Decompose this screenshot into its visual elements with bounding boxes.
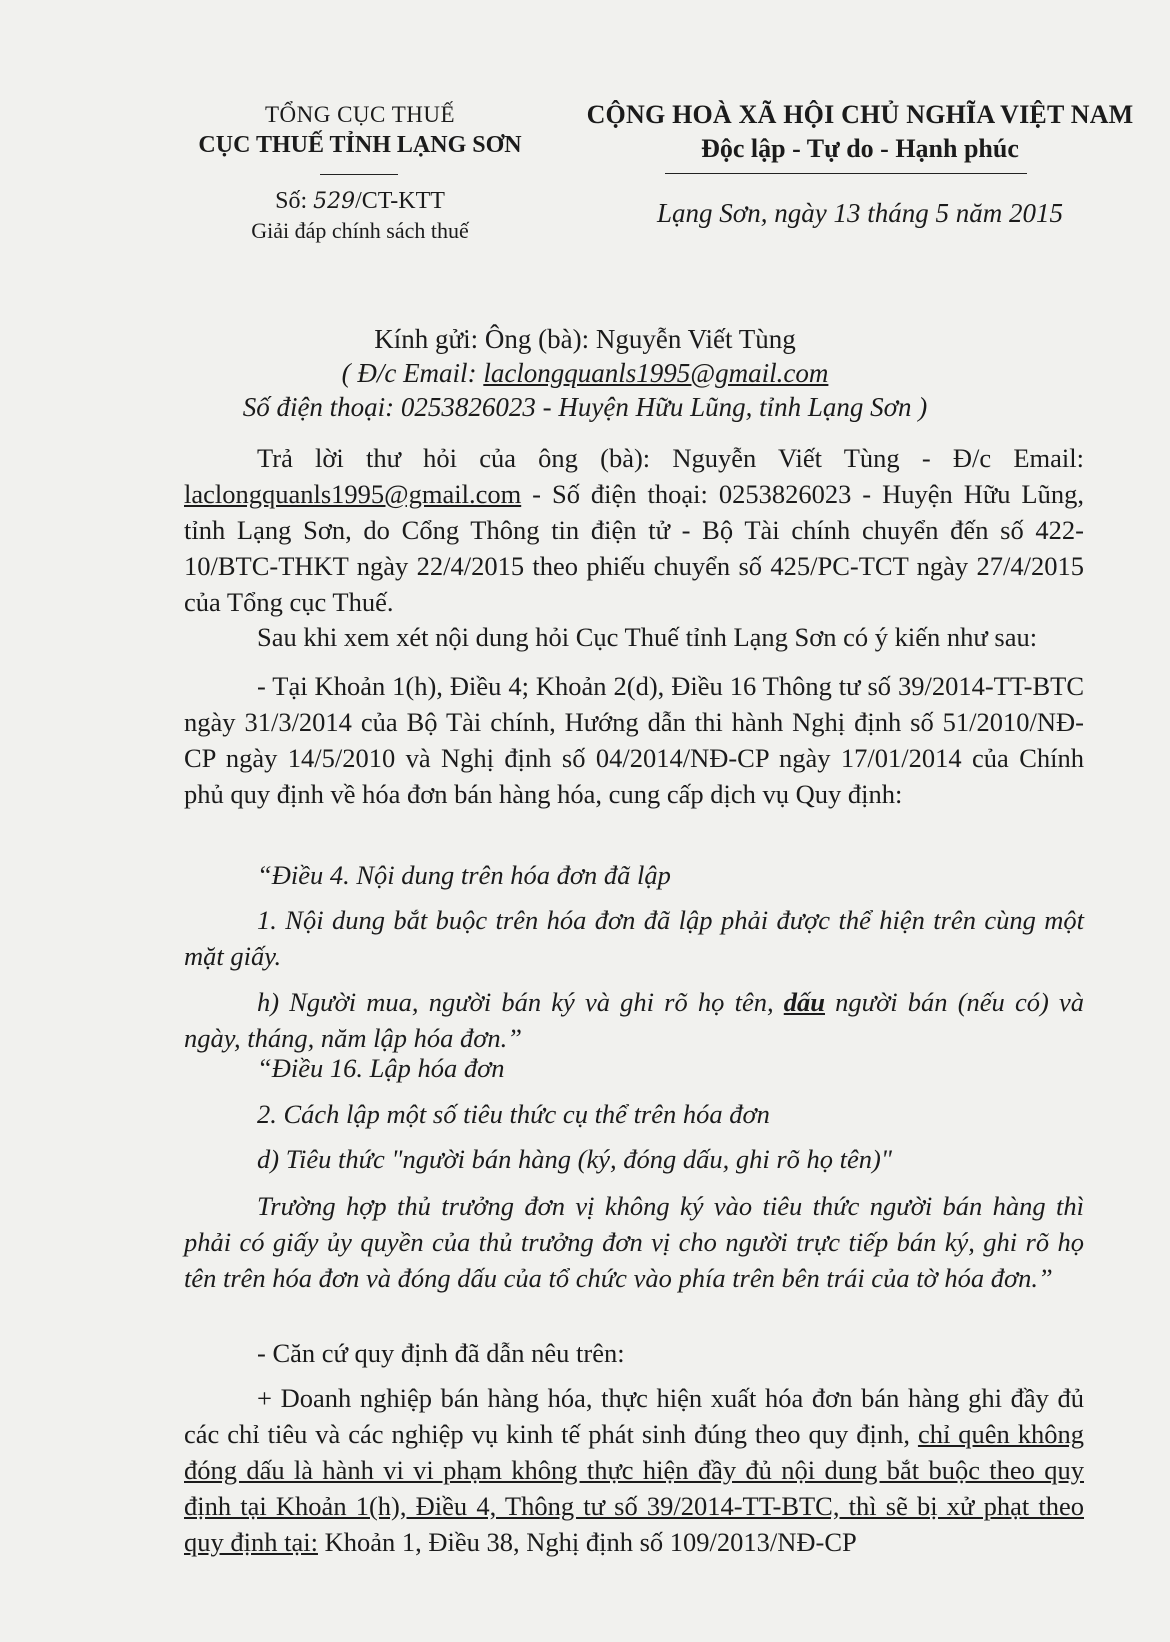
quote-h-text-a: h) Người mua, người bán ký và ghi rõ họ tên, <box>257 987 784 1017</box>
quote-article-16-clause-2: 2. Cách lập một số tiêu thức cụ thể trên hóa đơn <box>257 1099 770 1129</box>
document-number <box>170 188 550 215</box>
date-prefix: Lạng Sơn, ngày <box>657 198 834 228</box>
date-day-handwritten: 13 <box>833 198 861 228</box>
reply-text-a: Trả lời thư hỏi của ông (bà): Nguyễn Viết Tùng - Đ/c Email: <box>257 443 1084 473</box>
reply-paragraph <box>184 440 1084 620</box>
quote-article-4-clause-1: 1. Nội dung bắt buộc trên hóa đơn đã lập phải được thể hiện trên cùng một mặt giấy. <box>184 905 1084 971</box>
recipient-line: Kính gửi: Ông (bà): Nguyễn Viết Tùng <box>374 324 796 354</box>
conclusion-text-b: Khoản 1, Điều 38, Nghị định số 109/2013/NĐ-CP <box>317 1527 857 1557</box>
quote-article-16-title: “Điều 16. Lập hóa đơn <box>257 1053 505 1083</box>
header-left-divider <box>320 174 398 175</box>
document-subject: Giải đáp chính sách thuế <box>251 218 469 243</box>
document-number-suffix: /CT-KTT <box>355 188 445 214</box>
recipient-email-line <box>0 358 1170 389</box>
citation-paragraph: - Căn cứ quy định đã dẫn nêu trên: <box>257 1338 625 1368</box>
conclusion-underlined: chỉ quên không đóng dấu là hành vi vi phạm không thực hiện đầy đủ nội dung bắt buộc theo quy định tại Khoản 1(h), Điều 4, Thông tư số 39/2014-TT-BTC, thì sẽ bị xử phạt theo quy định tại: <box>184 1419 1085 1557</box>
recipient-email-link[interactable]: laclongquanls1995@gmail.com <box>483 358 829 388</box>
recipient-phone-line: Số điện thoại: 0253826023 - Huyện Hữu Lũng, tỉnh Lạng Sơn ) <box>242 392 928 422</box>
legal-basis-paragraph: - Tại Khoản 1(h), Điều 4; Khoản 2(d), Điều 16 Thông tư số 39/2014-TT-BTC ngày 31/3/2014 của Bộ Tài chính, Hướng dẫn thi hành Nghị định số 51/2010/NĐ-CP ngày 14/5/2010 và Nghị định số 04/2014/NĐ-CP ngày 17/01/2014 của Chính phủ quy định về hóa đơn bán hàng hóa, cung cấp dịch vụ Quy định: <box>184 671 1084 809</box>
header-right-divider <box>665 173 1027 174</box>
quote-article-4-title: “Điều 4. Nội dung trên hóa đơn đã lập <box>257 860 671 890</box>
reply-text-b: - Số điện thoại: 0253826023 - Huyện Hữu Lũng, tỉnh Lạng Sơn, do Cổng Thông tin điện tử - Bộ Tài chính chuyển đến số 422-10/BTC-THKT ngày 22/4/2015 theo phiếu chuyển số 425/PC-TCT ngày 27/4/2015 của Tổng cục Thuế. <box>184 479 1084 617</box>
quote-article-16-point-d: d) Tiêu thức "người bán hàng (ký, đóng dấu, ghi rõ họ tên)" <box>257 1144 892 1174</box>
reply-email-link[interactable]: laclongquanls1995@gmail.com <box>184 479 522 509</box>
quote-article-4-point-h <box>184 984 1084 1056</box>
place-and-date <box>560 198 1160 229</box>
document-number-handwritten: 529 <box>313 189 356 214</box>
issuing-org-name: CỤC THUẾ TỈNH LẠNG SƠN <box>198 132 522 158</box>
review-paragraph: Sau khi xem xét nội dung hỏi Cục Thuế tỉnh Lạng Sơn có ý kiến như sau: <box>257 622 1038 652</box>
quote-h-text-b: người bán (nếu có) và ngày, tháng, năm lập hóa đơn.” <box>184 987 1084 1053</box>
national-motto: Độc lập - Tự do - Hạnh phúc <box>701 134 1019 163</box>
conclusion-paragraph <box>184 1380 1084 1560</box>
conclusion-text-a: + Doanh nghiệp bán hàng hóa, thực hiện xuất hóa đơn bán hàng ghi đầy đủ các chỉ tiêu và các nghiệp vụ kinh tế phát sinh đúng theo quy định, <box>184 1383 1084 1449</box>
national-title: CỘNG HOÀ XÃ HỘI CHỦ NGHĨA VIỆT NAM <box>586 100 1134 129</box>
quote-article-16-case: Trường hợp thủ trưởng đơn vị không ký vào tiêu thức người bán hàng thì phải có giấy ủy quyền của thủ trưởng đơn vị cho người trực tiếp bán ký, ghi rõ họ tên trên hóa đơn và đóng dấu của tổ chức vào phía trên bên trái của tờ hóa đơn.” <box>184 1191 1084 1293</box>
recipient-email-prefix: ( Đ/c Email: <box>341 358 484 388</box>
document-number-prefix: Số: <box>275 188 314 214</box>
quote-h-emphasis: dấu <box>783 987 825 1017</box>
issuing-org-parent: TỔNG CỤC THUẾ <box>264 102 456 127</box>
date-suffix: tháng 5 năm 2015 <box>860 198 1063 228</box>
